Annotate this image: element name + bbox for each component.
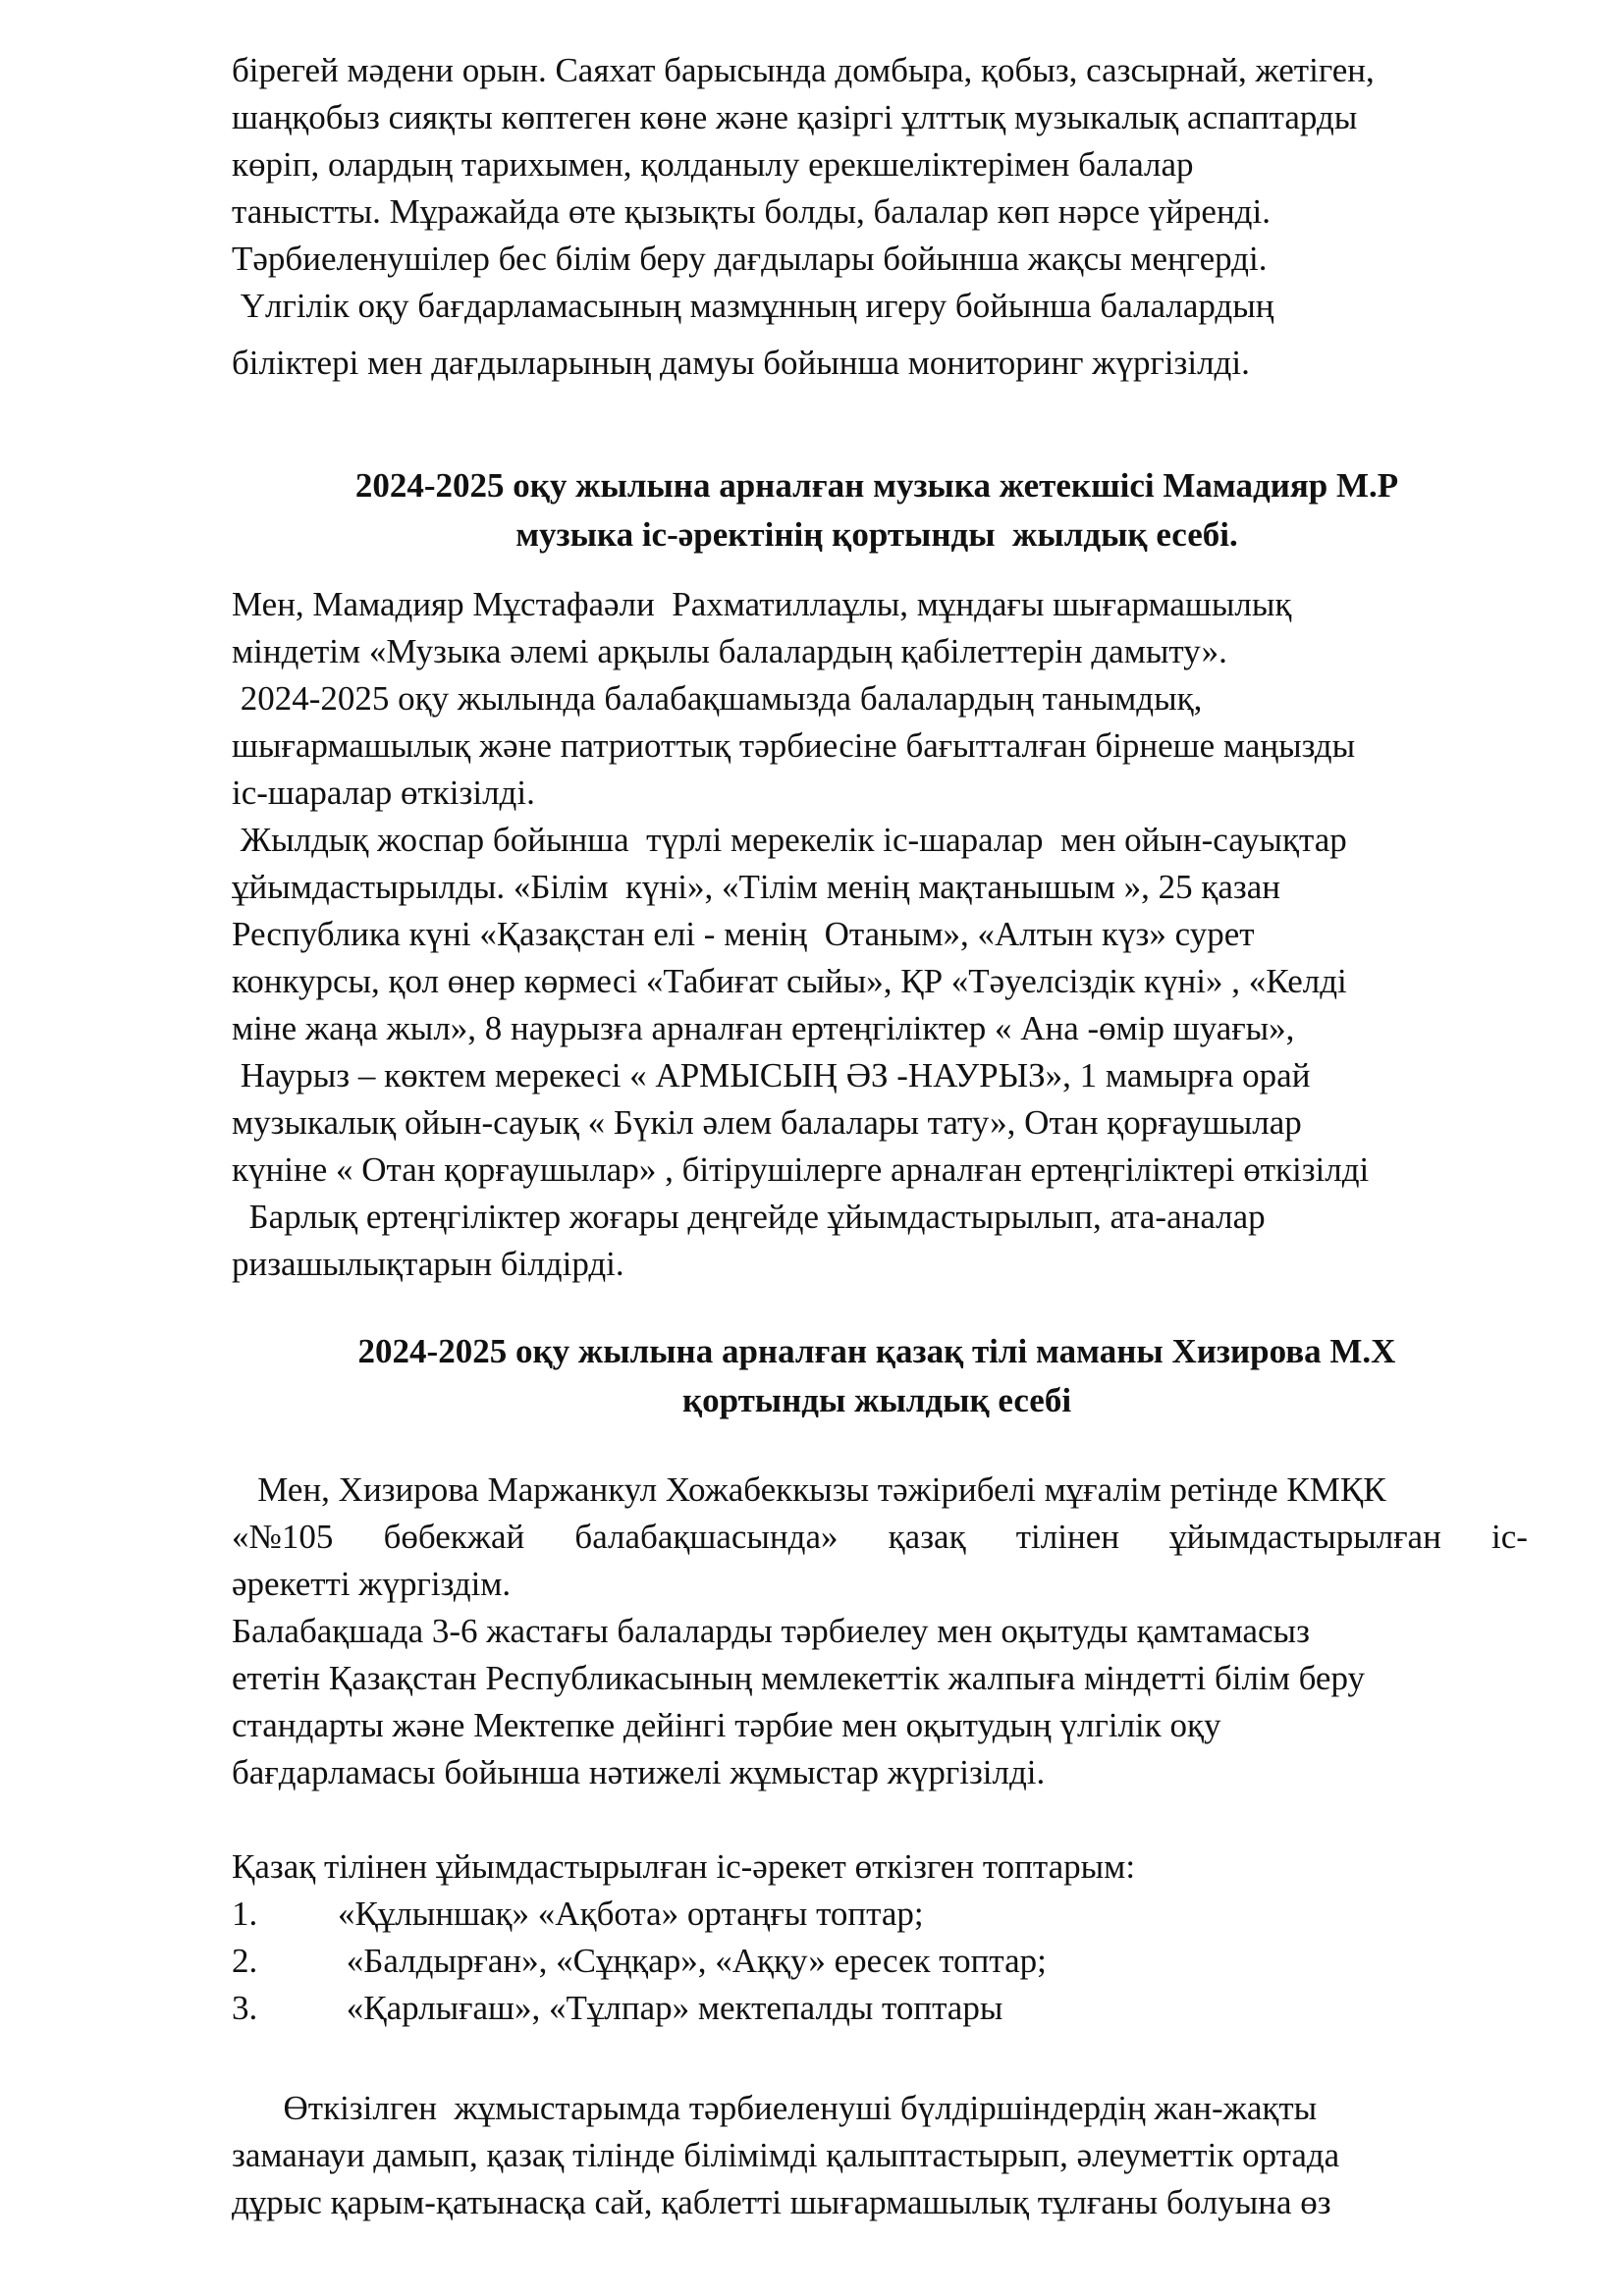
- text-line: міндетім «Музыка әлемі арқылы балалардың қабілеттерін дамыту».: [232, 632, 1227, 670]
- justified-line: [232, 1514, 1528, 1561]
- list-item: [232, 1891, 1528, 1938]
- text-line: ризашылықтарын білдірді.: [232, 1245, 624, 1283]
- text-line: міне жаңа жыл», 8 наурызға арналған ертеңгіліктер « Ана -өмір шуағы»,: [232, 1009, 1295, 1047]
- kazakh-paragraph-1: [232, 1467, 1528, 1608]
- text-line: Республика күні «Қазақстан елі - менің Отаным», «Алтын күз» сурет: [232, 915, 1255, 953]
- list-text: «Балдырған», «Сұңқар», «Аққу» ересек топтар;: [338, 1942, 1047, 1980]
- intro-paragraph: [232, 47, 1528, 387]
- list-number: 1.: [232, 1895, 258, 1933]
- word: бөбекжай: [383, 1518, 525, 1556]
- text-line: ететін Қазақстан Республикасының мемлекеттік жалпыға міндетті білім беру: [232, 1659, 1366, 1697]
- list-number: 2.: [232, 1942, 258, 1980]
- list-item: [232, 1985, 1528, 2032]
- final-paragraph: [232, 2085, 1528, 2226]
- heading-line: қортынды жылдық есебі: [681, 1381, 1072, 1419]
- text-line: Үлгілік оқу бағдарламасының мазмұнның игеру бойынша балалардың: [232, 287, 1274, 325]
- text-line: 2024-2025 оқу жылында балабақшамызда балалардың танымдық,: [232, 679, 1203, 718]
- heading-line: 2024-2025 оқу жылына арналған музыка жетекшісі Мамадияр М.Р: [354, 466, 1399, 505]
- list-text: «Құлыншақ» «Ақбота» ортаңғы топтар;: [338, 1895, 924, 1933]
- text-line: конкурсы, қол өнер көрмесі «Табиғат сыйы», ҚР «Тәуелсіздік күні» , «Келді: [232, 962, 1347, 1000]
- text-line: бағдарламасы бойынша нәтижелі жұмыстар жүргізілді.: [232, 1753, 1046, 1791]
- text-line: заманауи дамып, қазақ тілінде білімімді қалыптастырып, әлеуметтік ортада: [232, 2136, 1340, 2174]
- word: қазақ: [888, 1518, 966, 1556]
- word: ұйымдастырылған: [1169, 1518, 1441, 1556]
- kazakh-section-heading: [232, 1327, 1528, 1425]
- word: іс-: [1491, 1518, 1528, 1556]
- text-line: Жылдық жоспар бойынша түрлі мерекелік іс-шаралар мен ойын-сауықтар: [232, 821, 1347, 859]
- text-line: стандарты және Мектепке дейінгі тәрбие мен оқытудың үлгілік оқу: [232, 1706, 1221, 1744]
- heading-line: 2024-2025 оқу жылына арналған қазақ тілі маманы Хизирова М.Х: [357, 1332, 1396, 1370]
- heading-line: музыка іс-әректінің қортынды жылдық есебі.: [515, 515, 1238, 554]
- text-line: шаңқобыз сияқты көптеген көне және қазіргі ұлттық музыкалық аспаптарды: [232, 98, 1358, 136]
- text-line: іс-шаралар өткізілді.: [232, 774, 535, 812]
- text-line: дұрыс қарым-қатынасқа сай, қаблетті шығармашылық тұлғаны болуына өз: [232, 2183, 1331, 2221]
- word: тілінен: [1015, 1518, 1119, 1556]
- music-section-body: [232, 581, 1528, 1288]
- text-line: ұйымдастырылды. «Білім күні», «Тілім менің мақтанышым », 25 қазан: [232, 868, 1281, 906]
- document-page: [232, 47, 1528, 2226]
- text-line: бірегей мәдени орын. Саяхат барысында домбыра, қобыз, сазсырнай, жетіген,: [232, 51, 1375, 89]
- kazakh-paragraph-2: [232, 1608, 1528, 1796]
- list-item: [232, 1938, 1528, 1985]
- text-line: музыкалық ойын-сауық « Бүкіл әлем балалары тату», Отан қорғаушылар: [232, 1103, 1302, 1142]
- text-line: Мен, Мамадияр Мұстафаәли Рахматиллаұлы, мұндағы шығармашылық: [232, 585, 1292, 623]
- list-text: «Қарлығаш», «Тұлпар» мектепалды топтары: [338, 1989, 1003, 2027]
- text-line: таныстты. Мұражайда өте қызықты болды, балалар көп нәрсе үйренді.: [232, 192, 1271, 231]
- word: «№105: [232, 1518, 334, 1556]
- text-line: Өткізілген жұмыстарымда тәрбиеленуші бүлдіршіндердің жан-жақты: [232, 2089, 1318, 2127]
- text-line: Наурыз – көктем мерекесі « АРМЫСЫҢ ӘЗ -НАУРЫЗ», 1 мамырға орай: [232, 1056, 1311, 1095]
- music-section-heading: [232, 461, 1528, 560]
- text-line: Мен, Хизирова Маржанкул Хожабеккызы тәжірибелі мұғалім ретінде КМҚК: [232, 1470, 1386, 1509]
- list-number: 3.: [232, 1989, 258, 2027]
- text-line: Балабақшада 3-6 жастағы балаларды тәрбиелеу мен оқытуды қамтамасыз: [232, 1612, 1310, 1650]
- text-line: шығармашылық және патриоттық тәрбиесіне бағытталған бірнеше маңызды: [232, 726, 1356, 765]
- text-line: көріп, олардың тарихымен, қолданылу ерекшеліктерімен балалар: [232, 145, 1194, 184]
- text-line: біліктері мен дағдыларының дамуы бойынша мониторинг жүргізілді.: [232, 344, 1250, 382]
- text-line: әрекетті жүргіздім.: [232, 1565, 512, 1603]
- word: балабақшасында»: [574, 1518, 839, 1556]
- groups-intro: Қазақ тілінен ұйымдастырылған іс-әрекет өткізген топтарым:: [232, 1847, 1136, 1886]
- text-line: күніне « Отан қорғаушылар» , бітірушілерге арналған ертеңгіліктері өткізілді: [232, 1150, 1370, 1189]
- text-line: Тәрбиеленушілер бес білім беру дағдылары бойынша жақсы меңгерді.: [232, 240, 1268, 278]
- text-line: Барлық ертеңгіліктер жоғары деңгейде ұйымдастырылып, ата-аналар: [232, 1198, 1266, 1236]
- groups-section: [232, 1843, 1528, 2032]
